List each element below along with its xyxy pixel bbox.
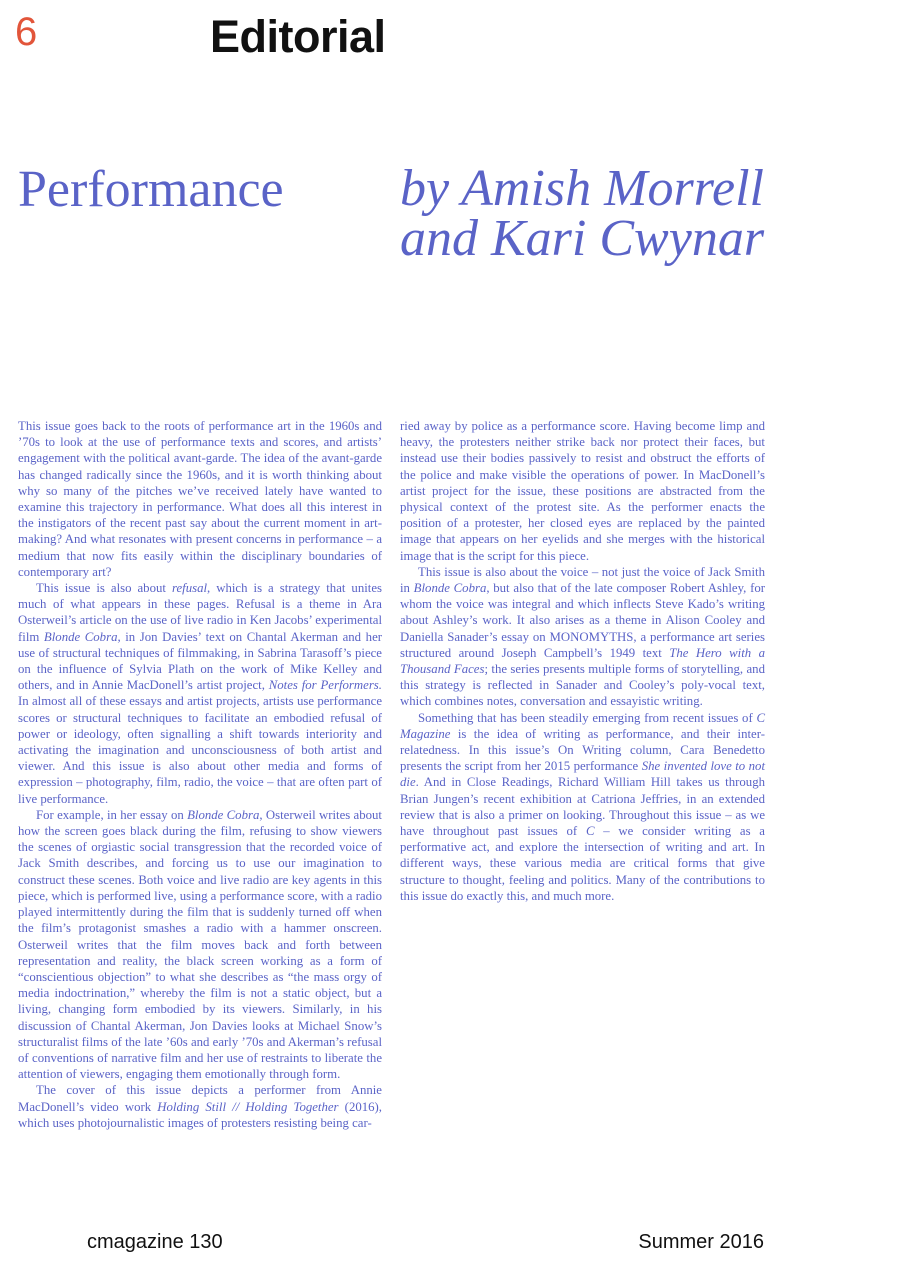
body-column-left <box>18 418 382 1131</box>
page-number: 6 <box>15 10 38 54</box>
paragraph: This issue is also about the voice – not just the voice of Jack Smith in Blonde Cobra, but also that of the late composer Robert Ashley, for whom the voice was integral and which inflects Steve Kado’s writing about Ashley’s work. It also arises as a theme in Alison Cooley and Daniella Sanader’s essay on MONOMYTHS, a performance art series structured around Joseph Campbell’s 1949 text The Hero with a Thousand Faces; the series presents multiple forms of storytelling, and this strategy is reflected in Sanader and Cooley’s poly-vocal text, which combines notes, conversation and essayistic writing. <box>400 564 766 709</box>
section-title: Editorial <box>210 11 386 62</box>
paragraph: This issue goes back to the roots of performance art in the 1960s and ’70s to look at the use of performance texts and scores, and artists’ engagement with the political avant-garde. The idea of the avant-garde has changed radically since the 1960s, and it is worth thinking about why so many of the pitches we’ve received lately have wanted to examine this trajectory in performance. What does all this interest in the instigators of the recent past say about the current moment in art-making? And what resonates with present concerns in performance – a medium that now fits easily within the disciplinary boundaries of contemporary art? <box>18 419 382 579</box>
footer-publication: cmagazine 130 <box>87 1231 223 1253</box>
byline-line-1: by Amish Morrell <box>400 160 764 217</box>
paragraph: The cover of this issue depicts a performer from Annie MacDonell’s video work Holding Still // Holding Together (2016), which uses photojournalistic images of protesters resisting being car- <box>18 1083 382 1130</box>
article-byline <box>400 160 820 267</box>
byline-line-2: and Kari Cwynar <box>400 210 765 267</box>
body-column-right <box>400 418 765 904</box>
paragraph: Something that has been steadily emerging from recent issues of C Magazine is the idea of writing as performance, and their inter-relatedness. In this issue’s On Writing column, Cara Benedetto presents the script from her 2015 performance She invented love to not die. And in Close Readings, Richard William Hill takes us through Brian Jungen’s recent exhibition at Catriona Jeffries, in an extended review that is also a primer on looking. Throughout this issue – as we have throughout past issues of C – we consider writing as a performative act, and explore the intersection of writing and art. In different ways, these various media are critical forms that give structure to thought, feeling and politics. Many of the contributions to this issue do exactly this, and much more. <box>400 710 765 903</box>
paragraph: For example, in her essay on Blonde Cobra, Osterweil writes about how the screen goes black during the film, refusing to show viewers the scenes of orgiastic social transgression that the recorded voice of Jack Smith describes, and forcing us to use our imagination to construct these scenes. Both voice and live radio are key agents in this piece, which is performed live, using a performance score, with a radio played intermittently during the film that is suddenly turned off when the film’s protagonist smashes a radio with a hammer onscreen. Osterweil writes that the film moves back and forth between representation and reality, the black screen working as a form of “conscientious objection” to what she describes as “the mass orgy of media indoctrination,” whereby the film is not a static object, but a living, changing form embodied by its viewers. Similarly, in his discussion of Chantal Akerman, Jon Davies looks at Michael Snow’s structuralist films of the late ’60s and early ’70s and Akerman’s refusal of conventions of narrative film and her use of restraints to liberate the attention of viewers, engaging them emotionally through form. <box>18 807 382 1082</box>
footer-season: Summer 2016 <box>638 1231 764 1253</box>
paragraph: ried away by police as a performance score. Having become limp and heavy, the protesters neither strike back nor protect their faces, but instead use their bodies passively to resist and obstruct the efforts of the police and make visible the operations of power. In MacDonell’s artist project for the issue, these positions are abstracted from the physical context of the protest site. As the performer enacts the position of a protester, her closed eyes are replaced by the painted image that appears on her eyelids and she merges with the historical image that is the script for this piece. <box>400 419 765 563</box>
article-title: Performance <box>18 161 284 218</box>
paragraph: This issue is also about refusal, which is a strategy that unites much of what appears in these pages. Refusal is a theme in Ara Osterweil’s article on the use of live radio in Ken Jacobs’ experimental film Blonde Cobra, in Jon Davies’ text on Chantal Akerman and her use of structural techniques of filmmaking, in Sabrina Tarasoff’s piece on the influence of Sylvia Plath on the work of Mike Kelley and others, and in Annie MacDonell’s artist project, Notes for Performers. In almost all of these essays and artist projects, artists use performance scores or structural techniques to facilitate an embodied refusal of power or ideology, often signalling a shift towards interiority and activating the imagination and unconsciousness of both artist and viewer. And this issue is also about other media and forms of expression – photography, film, radio, the voice – that are often part of live performance. <box>18 581 383 806</box>
